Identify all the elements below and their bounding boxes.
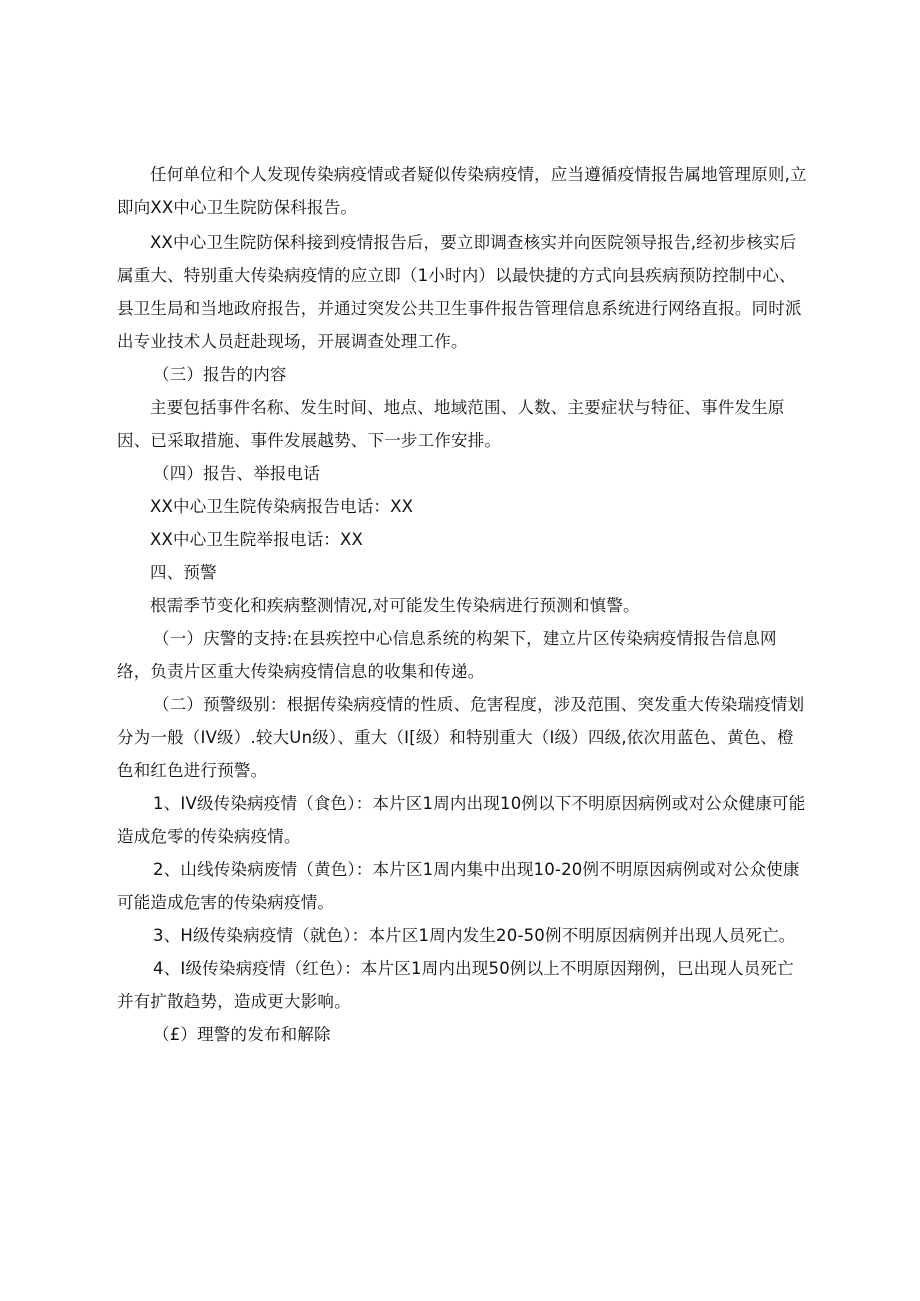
- paragraph-warning-levels: （二）预警级别：根据传染病疫情的性质、危害程度，涉及范围、突发重大传染瑞疫情划分为一般（IV级）.较大Un级）、重大（I[级）和特别重大（I级）四级,依次用蓝色、黄色、橙色和红色进行预警。: [117, 695, 805, 780]
- paragraph-report-content: 主要包括事件名称、发生时间、地点、地域范围、人数、主要症状与特征、事件发生原因、已采取措施、事件发展越势、下一步工作安排。: [117, 398, 785, 450]
- warning-level-2: 3、H级传染病疫情（就色）：本片区1周内发生20-50例不明原因病例并出现人员死亡。: [153, 926, 796, 945]
- heading-report-content: （三）报告的内容: [153, 365, 287, 384]
- heading-warning-release: （£）理警的发布和解除: [153, 1025, 331, 1044]
- paragraph-verification: XX中心卫生院防保科接到疫情报告后，要立即调查核实并向医院领导报告,经初步核实后属重大、特别重大传染病疫情的应立即（1小时内）以最快捷的方式向县疾病预防控制中心、县卫生局和当地政府报告，并通过突发公共卫生事件报告管理信息系统进行网络直报。同时派出专业技术人员赶赴现场，开展调查处理工作。: [117, 233, 802, 351]
- paragraph-warning-intro: 根需季节变化和疾病整测情况,对可能发生传染病进行预测和慎警。: [150, 596, 640, 615]
- paragraph-warning-support: （一）庆警的支持:在县疾控中心信息系统的构架下，建立片区传染病疫情报告信息网络，负责片区重大传染病疫情信息的收集和传递。: [117, 629, 777, 681]
- warning-level-3: 2、山线传染病废情（黄色）：本片区1周内集中出现10-20例不明原因病例或对公众使康可能造成危害的传染病疫情。: [117, 860, 800, 912]
- document-body: [117, 158, 807, 1051]
- report-phone-line: XX中心卫生院传染病报告电话：XX: [150, 497, 414, 516]
- heading-report-phone: （四）报告、举报电话: [153, 464, 320, 483]
- warning-level-4: 1、IV级传染病疫情（食色）：本片区1周内出现10例以下不明原因病例或对公众健康可能造成危零的传染病疫情。: [117, 794, 806, 846]
- heading-early-warning: 四、预警: [150, 563, 217, 582]
- warning-level-1: 4、I级传染病疫情（红色）：本片区1周内出现50例以上不明原因翔例，巳出现人员死亡并有扩散趋势，造成更大影响。: [117, 959, 794, 1011]
- paragraph-reporting-principle: 任何单位和个人发现传染病疫情或者疑似传染病疫情，应当遵循疫情报告属地管理原则,立即向XX中心卫生院防保科报告。: [117, 165, 807, 217]
- tipoff-phone-line: XX中心卫生院举报电话：XX: [150, 530, 364, 549]
